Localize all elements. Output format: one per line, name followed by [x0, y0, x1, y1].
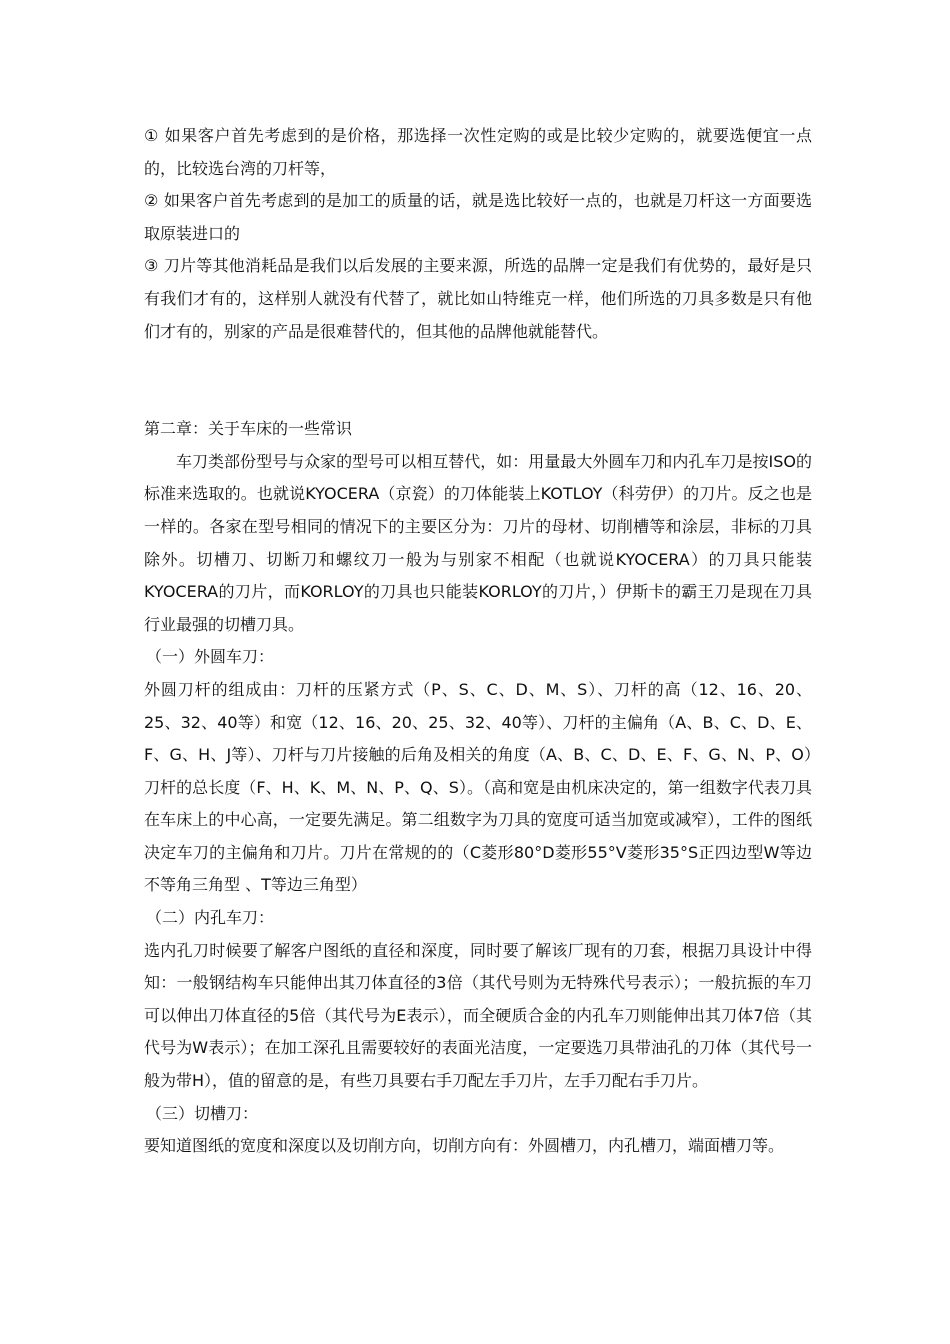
intro-item-1: ① 如果客户首先考虑到的是价格，那选择一次性定购的或是比较少定购的，就要选便宜一点的，比较选台湾的刀杆等，	[144, 126, 812, 178]
section-spacer	[144, 348, 812, 413]
document-page	[144, 120, 812, 1163]
intro-item-3: ③ 刀片等其他消耗品是我们以后发展的主要来源，所选的品牌一定是我们有优势的，最好是只有我们才有的，这样别人就没有代替了，就比如山特维克一样，他们所选的刀具多数是只有他们才有的，别家的产品是很难替代的，但其他的品牌他就能替代。	[144, 256, 812, 341]
chapter-title: 第二章：关于车床的一些常识	[144, 419, 353, 439]
section-heading-boring: （二）内孔车刀：	[146, 908, 275, 928]
section-heading-grooving: （三）切槽刀：	[146, 1103, 259, 1123]
section-heading-external-turning: （一）外圆车刀：	[146, 647, 275, 667]
section-body-grooving: 要知道图纸的宽度和深度以及切削方向，切削方向有：外圆槽刀，内孔槽刀，端面槽刀等。	[144, 1136, 785, 1156]
section-body-external-turning: 外圆刀杆的组成由：刀杆的压紧方式（P、S、C、D、M、S）、刀杆的高（12、16、20、25、32、40等）和宽（12、16、20、25、32、40等）、刀杆的主偏角（A、B、C、D、E、F、G、H、J等）、刀杆与刀片接触的后角及相关的角度（A、B、C、D、E、F、G、N、P、O）刀杆的总长度（F、H、K、M、N、P、Q、S）。（高和宽是由机床决定的，第一组数字代表刀具在车床上的中心高，一定要先满足。第二组数字为刀具的宽度可适当加宽或减窄），工件的图纸决定车刀的主偏角和刀片。刀片在常规的的（C菱形80°D菱形55°V菱形35°S正四边型W等边不等角三角型 、T等边三角型）	[144, 679, 812, 895]
intro-item-2: ② 如果客户首先考虑到的是加工的质量的话，就是选比较好一点的，也就是刀杆这一方面要选取原装进口的	[144, 191, 812, 243]
section-body-boring: 选内孔刀时候要了解客户图纸的直径和深度，同时要了解该厂现有的刀套，根据刀具设计中得知：一般钢结构车只能伸出其刀体直径的3倍（其代号则为无特殊代号表示）；一般抗振的车刀可以伸出刀体直径的5倍（其代号为E表示），而全硬质合金的内孔车刀则能伸出其刀体7倍（其代号为W表示）；在加工深孔且需要较好的表面光洁度，一定要选刀具带油孔的刀体（其代号一般为带H），值的留意的是，有些刀具要右手刀配左手刀片，左手刀配右手刀片。	[144, 940, 812, 1091]
chapter-intro-paragraph: 车刀类部份型号与众家的型号可以相互替代，如：用量最大外圆车刀和内孔车刀是按ISO的标准来选取的。也就说KYOCERA（京瓷）的刀体能装上KOTLOY（科劳伊）的刀片。反之也是一样的。各家在型号相同的情况下的主要区分为：刀片的母材、切削槽等和涂层，非标的刀具除外。切槽刀、切断刀和螺纹刀一般为与别家不相配（也就说KYOCERA）的刀具只能装KYOCERA的刀片，而KORLOY的刀具也只能装KORLOY的刀片，）伊斯卡的霸王刀是现在刀具行业最强的切槽刀具。	[144, 451, 812, 634]
